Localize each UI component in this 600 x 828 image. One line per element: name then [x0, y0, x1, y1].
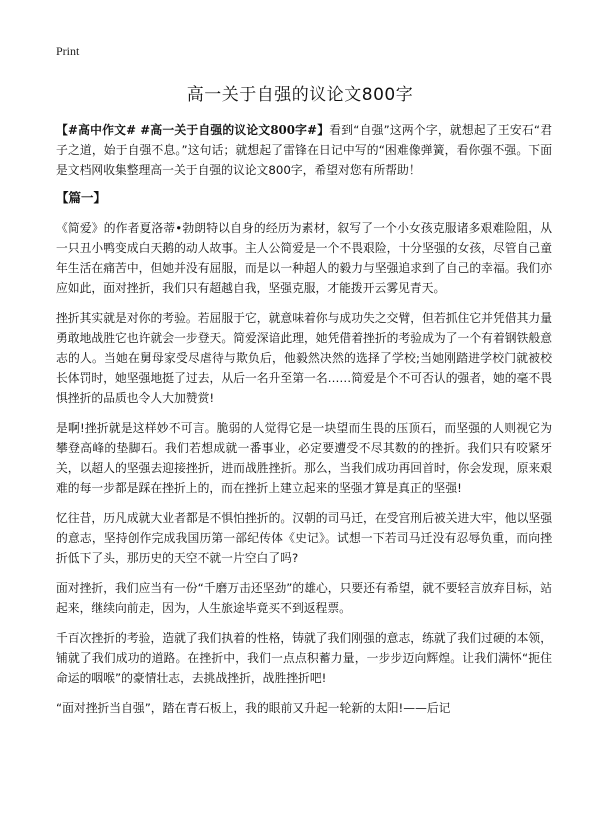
- page-title: 高一关于自强的议论文800字: [186, 85, 414, 105]
- body-paragraph: 《简爱》的作者夏洛蒂•勃朗特以自身的经历为素材，叙写了一个小女孩克服诸多艰难险阻，从一只丑小鸭变成白天鹅的动人故事。主人公简爱是一个不畏艰险，十分坚强的女孩，尽管自己童年生活在痛苦中，但她并没有屈服，而是以一种超人的毅力与坚强追求到了自己的幸福。我们亦应如此，面对挫折，我们只有超越自我，坚强克服，才能拨开云雾见青天。: [56, 221, 552, 295]
- intro-paragraph: [56, 120, 552, 180]
- print-link[interactable]: Print: [56, 44, 80, 58]
- body-paragraph: 忆往昔，历凡成就大业者都是不惧怕挫折的。汉朝的司马迁，在受宫刑后被关进大牢，他以坚强的意志，坚持创作完成我国历第一部纪传体《史记》。试想一下若司马迁没有忍辱负重，而向挫折低下了头，那历史的天空不就一片空白了吗?: [56, 511, 552, 565]
- article-tags: 【#高中作文# #高一关于自强的议论文800字#】: [56, 123, 330, 137]
- section-heading: 【篇一】: [56, 190, 107, 205]
- body-paragraph: “面对挫折当自强”，踏在青石板上，我的眼前又升起一轮新的太阳!——后记: [56, 701, 451, 715]
- body-paragraph: 挫折其实就是对你的考验。若屈服于它，就意味着你与成功失之交臂，但若抓住它并凭借其力量勇敢地战胜它也许就会一步登天。简爱深谙此理，她凭借着挫折的考验成为了一个有着钢铁般意志的人。当她在舅母家受尽虐待与欺负后，他毅然决然的选择了学校;当她刚踏进学校门就被校长体罚时，她坚强地挺了过去，从后一名升至第一名……简爱是个不可否认的强者，她的毫不畏惧挫折的品质也令人大加赞赏!: [56, 311, 552, 405]
- body-paragraph: 面对挫折，我们应当有一份“千磨万击还坚劲”的雄心，只要还有希望，就不要轻言放弃目标，站起来，继续向前走，因为，人生旅途毕竟买不到返程票。: [56, 581, 552, 615]
- article-body: [56, 120, 552, 728]
- intro-text: 看到“自强”这两个字，就想起了王安石“君子之道，始于自强不息。”这句话；就想起了雷锋在日记中写的“困难像弹簧，看你强不强。下面是文档网收集整理高一关于自强的议论文800字，希望对您有所帮助！: [56, 123, 552, 177]
- body-paragraph: 是啊!挫折就是这样妙不可言。脆弱的人觉得它是一块望而生畏的压顶石，而坚强的人则视它为攀登高峰的垫脚石。我们若想成就一番事业，必定要遭受不尽其数的的挫折。我们只有咬紧牙关，以超人的坚强去迎接挫折，进而战胜挫折。那么，当我们成功再回首时，你会发现，原来艰难的每一步都是踩在挫折上的，而在挫折上建立起来的坚强才算是真正的坚强!: [56, 421, 552, 495]
- body-paragraph: 千百次挫折的考验，造就了我们执着的性格，铸就了我们刚强的意志，练就了我们过硬的本领，铺就了我们成功的道路。在挫折中，我们一点点积蓄力量，一步步迈向辉煌。让我们满怀“扼住命运的咽喉”的豪情壮志，去挑战挫折，战胜挫折吧!: [56, 631, 552, 685]
